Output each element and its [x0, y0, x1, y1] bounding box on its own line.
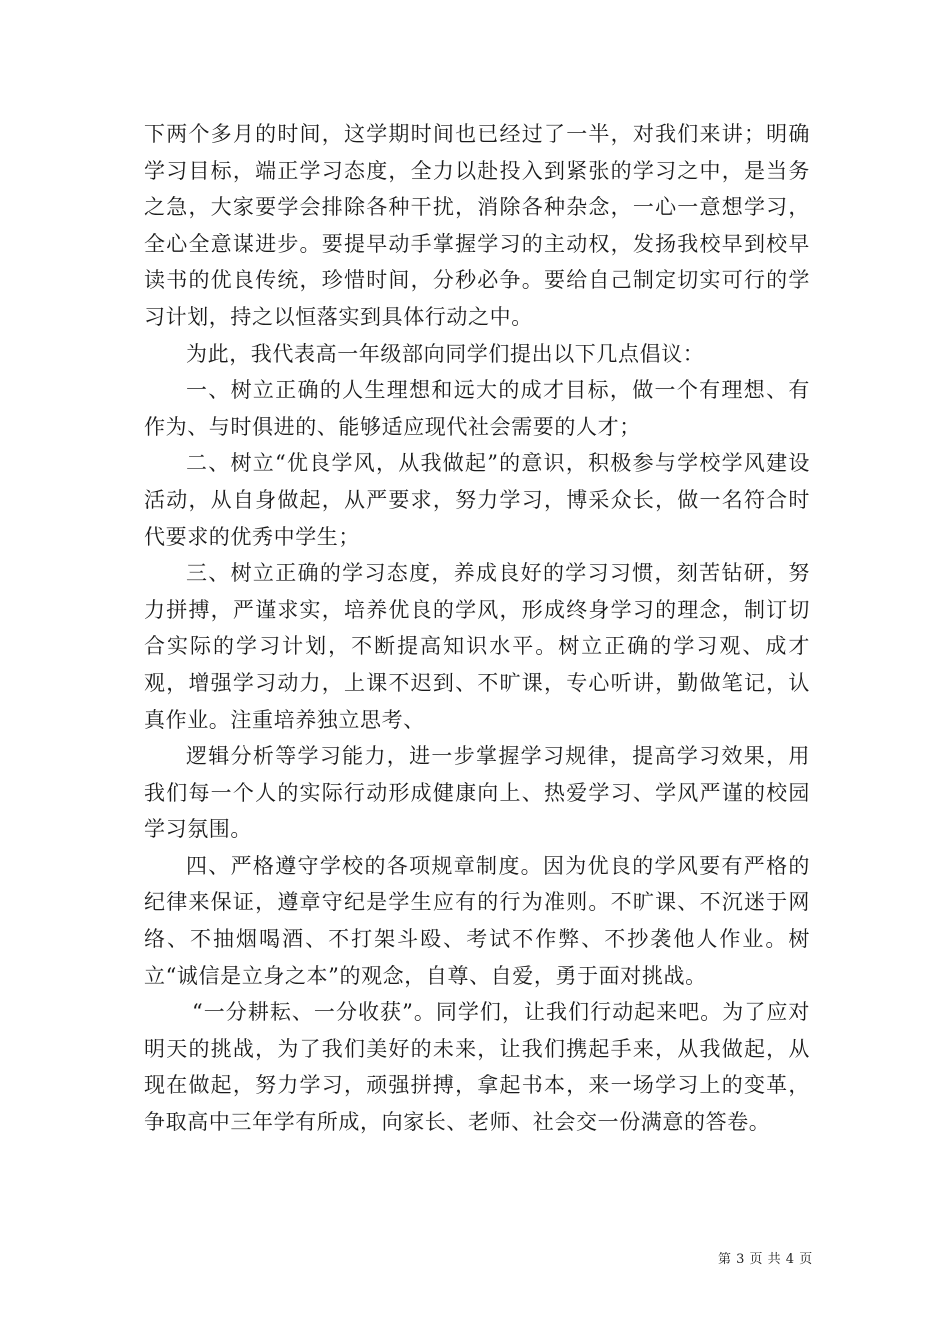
paragraph-continuation: 下两个多月的时间，这学期时间也已经过了一半，对我们来讲；明确学习目标，端正学习态度，全力以赴投入到紧张的学习之中，是当务之急，大家要学会排除各种干扰，消除各种杂念，一心一意想学习，全心全意谋进步。要提早动手掌握学习的主动权，发扬我校早到校早读书的优良传统，珍惜时间，分秒必争。要给自己制定切实可行的学习计划，持之以恒落实到具体行动之中。 [144, 122, 810, 329]
paragraph-point-three-continued: 逻辑分析等学习能力，进一步掌握学习规律，提高学习效果，用我们每一个人的实际行动形成健康向上、热爱学习、学风严谨的校园学习氛围。 [144, 744, 810, 842]
paragraph-point-four: 四、严格遵守学校的各项规章制度。因为优良的学风要有严格的纪律来保证，遵章守纪是学生应有的行为准则。不旷课、不沉迷于网络、不抽烟喝酒、不打架斗殴、考试不作弊、不抄袭他人作业。树立“诚信是立身之本”的观念，自尊、自爱，勇于面对挑战。 [144, 853, 810, 988]
paragraph-point-one: 一、树立正确的人生理想和远大的成才目标，做一个有理想、有作为、与时俱进的、能够适应现代社会需要的人才； [144, 378, 810, 439]
paragraph-point-three: 三、树立正确的学习态度，养成良好的学习习惯，刻苦钻研，努力拼搏，严谨求实，培养优良的学风，形成终身学习的理念，制订切合实际的学习计划，不断提高知识水平。树立正确的学习观、成才观，增强学习动力，上课不迟到、不旷课，专心听讲，勤做笔记，认真作业。注重培养独立思考、 [144, 561, 810, 732]
page-number: 第 3 页 共 4 页 [718, 1252, 813, 1267]
paragraph-closing: “一分耕耘、一分收获”。同学们，让我们行动起来吧。为了应对明天的挑战，为了我们美好的未来，让我们携起手来，从我做起，从现在做起，努力学习，顽强拼搏，拿起书本，来一场学习上的变革，争取高中三年学有所成，向家长、老师、社会交一份满意的答卷。 [144, 1000, 810, 1135]
document-body [144, 116, 810, 1141]
paragraph-proposal-intro: 为此，我代表高一年级部向同学们提出以下几点倡议： [186, 341, 705, 366]
paragraph-point-two: 二、树立“优良学风，从我做起”的意识，积极参与学校学风建设活动，从自身做起，从严要求，努力学习，博采众长，做一名符合时代要求的优秀中学生； [144, 451, 810, 549]
